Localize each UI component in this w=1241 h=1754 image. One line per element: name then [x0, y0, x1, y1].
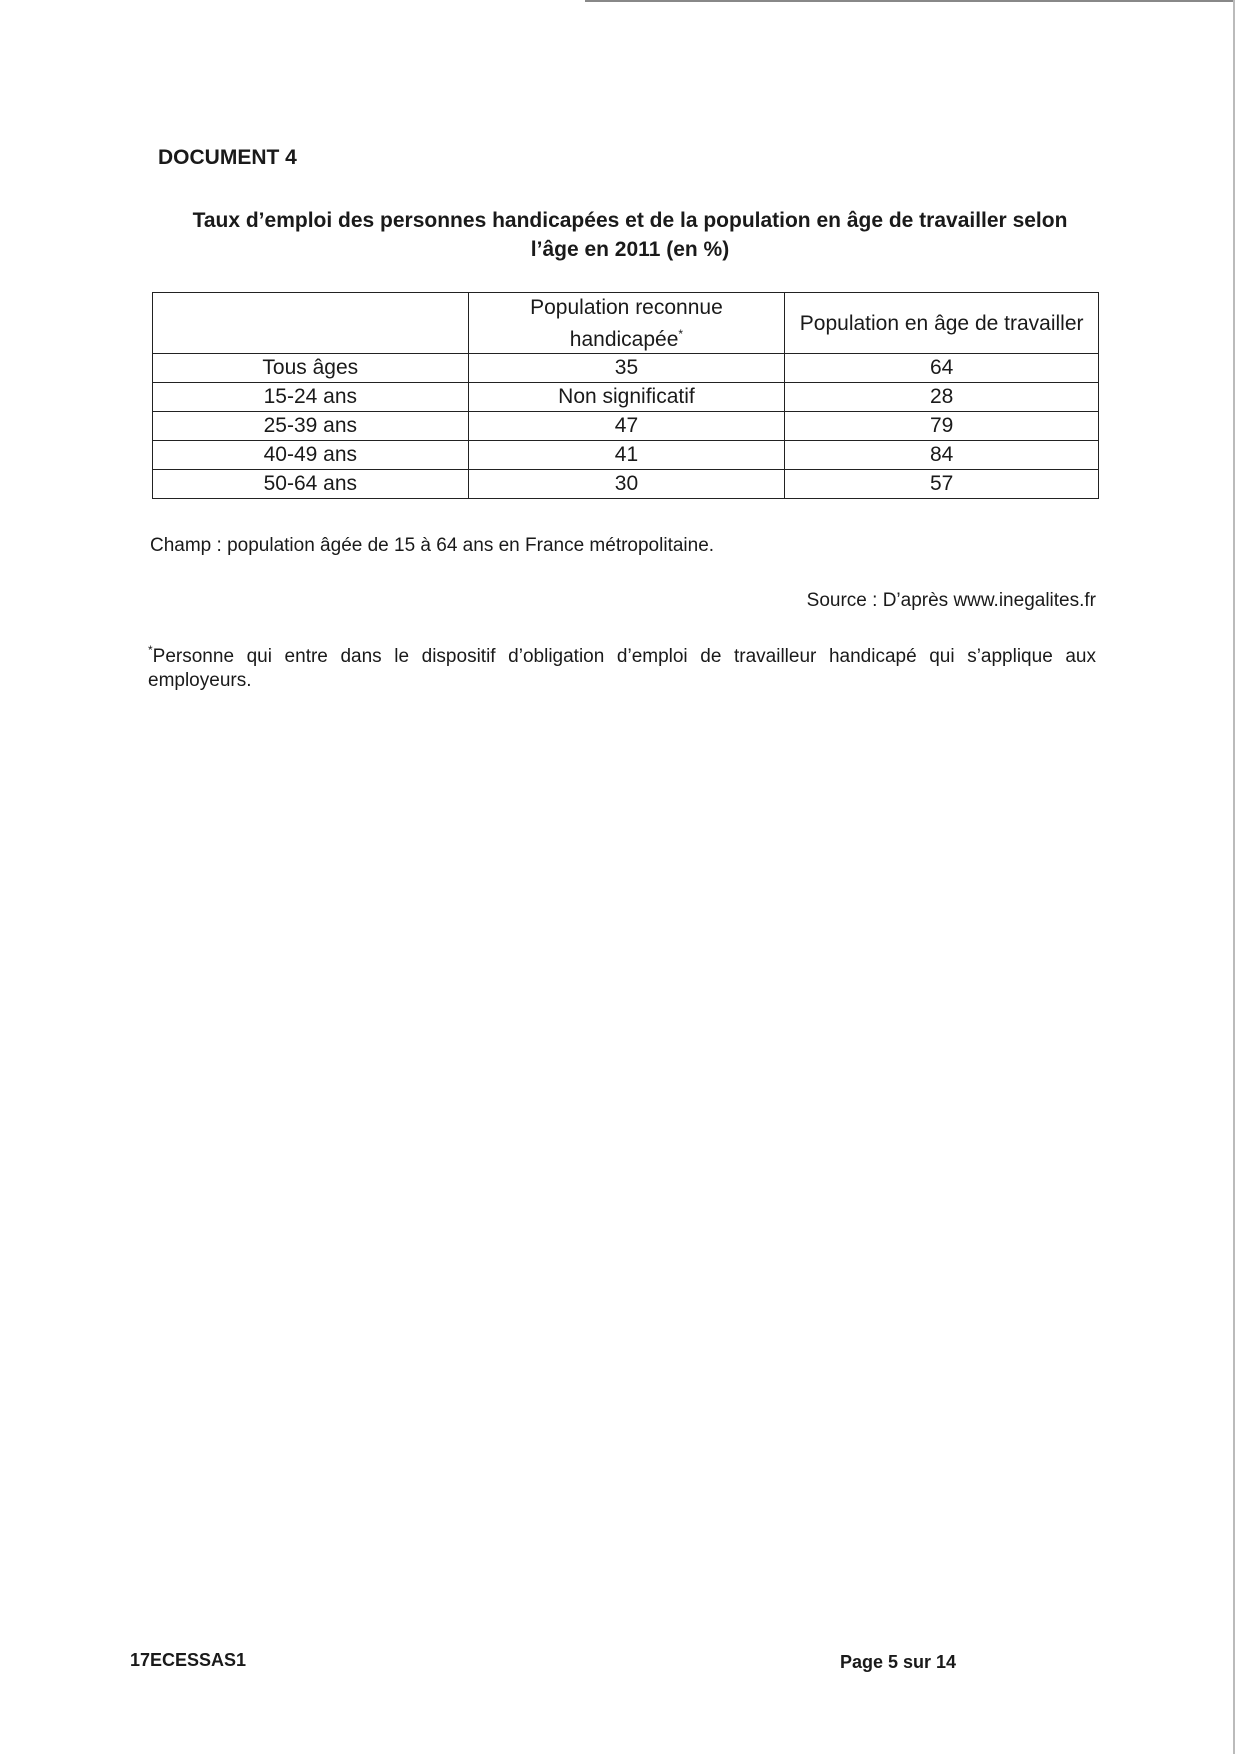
cell-handicapee: Non significatif [468, 383, 785, 412]
scan-edge-top [585, 0, 1235, 2]
cell-handicapee: 47 [468, 412, 785, 441]
footnote-marker: * [148, 643, 153, 657]
cell-handicapee: 35 [468, 354, 785, 383]
page-number: Page 5 sur 14 [840, 1652, 957, 1672]
cell-age-travailler: 57 [785, 470, 1099, 499]
source-note: Source : D’après www.inegalites.fr [806, 590, 1096, 611]
table-row [153, 383, 1099, 412]
footnote-marker: * [678, 326, 684, 341]
table-row [153, 441, 1099, 470]
scan-edge-right [1233, 0, 1235, 1754]
cell-age-travailler: 64 [785, 354, 1099, 383]
cell-handicapee: 30 [468, 470, 785, 499]
footnote-text: Personne qui entre dans le dispositif d’obligation d’emploi de travailleur handicapé qui s’applique aux employeurs. [148, 646, 1096, 691]
table-row [153, 412, 1099, 441]
row-label: 40-49 ans [153, 441, 469, 470]
cell-age-travailler: 79 [785, 412, 1099, 441]
employment-rate-table [152, 292, 1099, 499]
champ-note: Champ : population âgée de 15 à 64 ans en France métropolitaine. [150, 535, 715, 556]
table-header-row [153, 293, 1099, 354]
table-title: Taux d’emploi des personnes handicapées et de la population en âge de travailler selon l’âge en 2011 (en %) [192, 209, 1068, 261]
footnote [148, 638, 1096, 693]
row-label: 25-39 ans [153, 412, 469, 441]
header-handicapee-label: Population reconnue handicapée [530, 295, 723, 351]
header-handicapee [468, 293, 785, 354]
document-code: 17ECESSAS1 [130, 1650, 247, 1670]
row-label: 50-64 ans [153, 470, 469, 499]
header-corner [153, 293, 469, 354]
cell-age-travailler: 28 [785, 383, 1099, 412]
table-row [153, 354, 1099, 383]
cell-handicapee: 41 [468, 441, 785, 470]
cell-age-travailler: 84 [785, 441, 1099, 470]
header-age-travailler: Population en âge de travailler [785, 293, 1099, 354]
table-row [153, 470, 1099, 499]
document-label: DOCUMENT 4 [158, 146, 297, 169]
row-label: Tous âges [153, 354, 469, 383]
row-label: 15-24 ans [153, 383, 469, 412]
